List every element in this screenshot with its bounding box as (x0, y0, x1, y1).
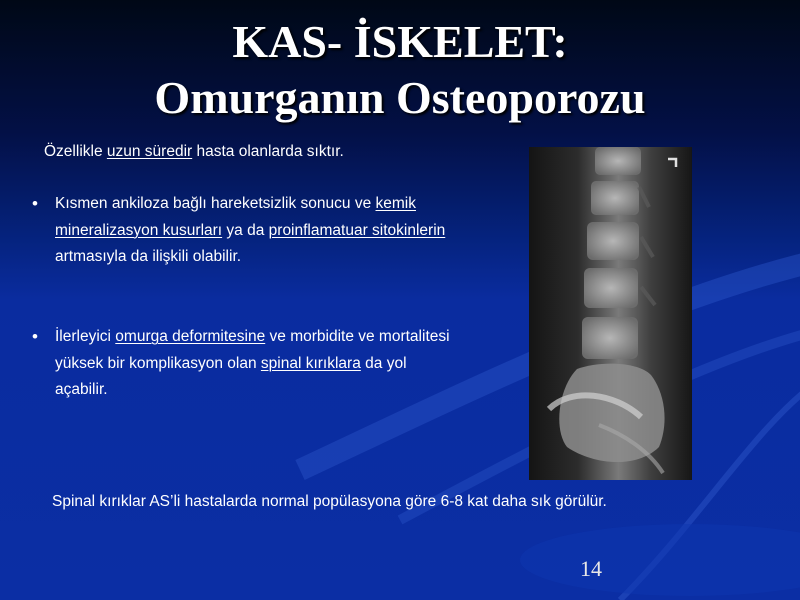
bullet-underlined: omurga deformitesine (115, 328, 266, 345)
bullet-text-part: ya da (222, 221, 269, 239)
bullet-text (55, 191, 455, 271)
footer-note: Spinal kırıklar AS’li hastalarda normal popülasyona göre 6-8 kat daha sık görülür. (52, 493, 607, 510)
bullet-underlined: kemik mineralizasyon kusurları (55, 195, 416, 239)
intro-underlined: uzun süredir (106, 143, 193, 160)
bullet-text-part: da yol açabilir. (55, 354, 407, 398)
bullet-text-part: İlerleyici (55, 328, 116, 345)
bullet-underlined: spinal kırıklara (260, 354, 361, 372)
intro-post: hasta olanlarda sıktır. (192, 143, 344, 160)
slide-subtitle: Omurganın Osteoporozu (154, 72, 646, 123)
bullet-underlined: proinflamatuar sitokinlerin (268, 221, 446, 239)
spine-xray-icon (529, 147, 692, 480)
title-block (0, 14, 800, 126)
bullet-text-part: artmasıyla da ilişkili olabilir. (55, 248, 242, 265)
slide-title: KAS- İSKELET: (232, 16, 568, 67)
bullet-marker: • (32, 194, 38, 213)
bullet-text-part: Kısmen ankiloza bağlı hareketsizlik sonucu ve (55, 195, 376, 212)
intro-pre: Özellikle (44, 143, 107, 160)
intro-text (44, 143, 344, 161)
bullet-text-part: ve morbidite ve mortalitesi yüksek bir komplikasyon olan (55, 328, 450, 372)
bullet-text (55, 324, 455, 404)
bullet-marker: • (32, 327, 38, 346)
page-number: 14 (580, 556, 602, 581)
